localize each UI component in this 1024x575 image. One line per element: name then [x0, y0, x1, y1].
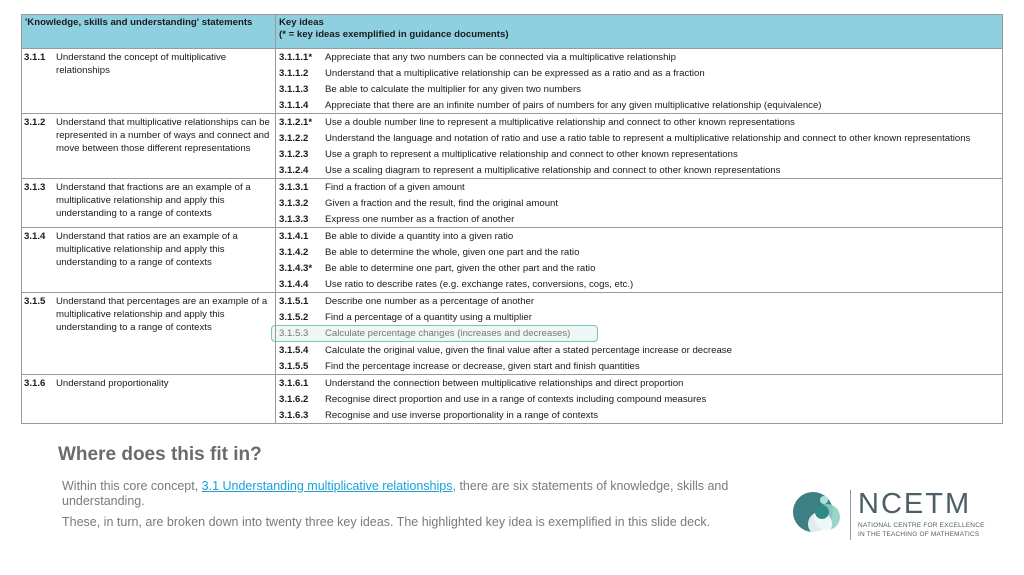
key-idea	[276, 276, 1002, 292]
key-idea-number: 3.1.5.1	[279, 295, 309, 307]
statement-text: Understand that ratios are an example of a multiplicative relationship and apply this understanding to a range of contexts	[56, 231, 238, 268]
key-idea-number: 3.1.2.4	[279, 164, 309, 176]
statement-text: Understand that fractions are an example of a multiplicative relationship and apply this understanding to a range of contexts	[56, 182, 251, 219]
key-ideas-cell	[276, 375, 1003, 424]
key-idea	[276, 211, 1002, 227]
key-idea-text: Given a fraction and the result, find the original amount	[325, 197, 559, 209]
statement-number: 3.1.2	[24, 117, 46, 128]
key-idea	[276, 97, 1002, 113]
statement	[22, 114, 275, 155]
ncetm-logo	[790, 488, 990, 544]
header-key-ideas-title: Key ideas	[279, 17, 324, 28]
key-idea	[276, 375, 1002, 391]
key-idea-number: 3.1.3.3	[279, 213, 309, 225]
table-row	[22, 375, 1003, 424]
table-header-row	[22, 15, 1003, 49]
key-idea-text: Understand the connection between multiplicative relationships and direct proportion	[325, 377, 684, 389]
key-idea-text: Be able to determine one part, given the other part and the ratio	[325, 262, 596, 274]
key-idea-number: 3.1.3.1	[279, 181, 309, 193]
table-row	[22, 228, 1003, 293]
statement-cell	[22, 375, 276, 424]
key-idea	[276, 114, 1002, 130]
header-statements	[22, 15, 276, 49]
key-idea	[276, 342, 1002, 358]
key-idea-number: 3.1.6.3	[279, 409, 309, 421]
concept-link[interactable]: 3.1 Understanding multiplicative relationships	[201, 479, 453, 493]
statement-number: 3.1.3	[24, 182, 46, 193]
key-idea-text: Describe one number as a percentage of another	[325, 295, 535, 307]
logo-tagline-1: NATIONAL CENTRE FOR EXCELLENCE	[858, 522, 985, 529]
statement	[22, 179, 275, 220]
intro-text-before: Within this core concept,	[62, 479, 202, 493]
key-idea-number: 3.1.4.4	[279, 278, 309, 290]
key-idea-text: Find a percentage of a quantity using a multiplier	[325, 311, 532, 323]
key-idea	[276, 391, 1002, 407]
key-idea	[276, 228, 1002, 244]
key-idea-number: 3.1.3.2	[279, 197, 309, 209]
ncetm-logo-mark-icon	[790, 488, 848, 544]
key-idea	[276, 65, 1002, 81]
key-idea-text: Use a scaling diagram to represent a multiplicative relationship and connect to other known representations	[325, 164, 781, 176]
key-idea-number: 3.1.5.4	[279, 344, 309, 356]
logo-brand: NCETM	[858, 488, 972, 520]
key-ideas-cell	[276, 228, 1003, 293]
key-idea-text: Understand that a multiplicative relationship can be expressed as a ratio and as a fraction	[325, 67, 705, 79]
key-idea	[276, 195, 1002, 211]
key-idea-text: Be able to divide a quantity into a given ratio	[325, 230, 514, 242]
statement	[22, 228, 275, 269]
key-ideas-cell	[276, 179, 1003, 228]
table-row	[22, 49, 1003, 114]
key-idea-number: 3.1.5.5	[279, 360, 309, 372]
table-row	[22, 114, 1003, 179]
header-statements-label: 'Knowledge, skills and understanding' statements	[25, 17, 253, 28]
key-idea-number: 3.1.5.3	[279, 328, 309, 339]
key-idea-text: Use a double number line to represent a multiplicative relationship and connect to other known representations	[325, 116, 795, 128]
key-idea-text: Calculate percentage changes (increases and decreases)	[325, 328, 571, 339]
statement	[22, 293, 275, 334]
statement-cell	[22, 49, 276, 114]
key-idea	[276, 162, 1002, 178]
statement-cell	[22, 114, 276, 179]
statement-text: Understand the concept of multiplicative relationships	[56, 52, 227, 76]
key-idea-number: 3.1.2.3	[279, 148, 309, 160]
key-idea-text: Appreciate that any two numbers can be connected via a multiplicative relationship	[325, 51, 676, 63]
key-ideas-cell	[276, 49, 1003, 114]
key-idea-number: 3.1.1.3	[279, 83, 309, 95]
key-idea-number: 3.1.4.3*	[279, 262, 313, 274]
key-idea-text: Calculate the original value, given the final value after a stated percentage increase or decrease	[325, 344, 732, 356]
key-idea-number: 3.1.1.2	[279, 67, 309, 79]
key-idea-text: Use ratio to describe rates (e.g. exchange rates, conversions, cogs, etc.)	[325, 278, 634, 290]
statement-cell	[22, 179, 276, 228]
header-key-ideas	[276, 15, 1003, 49]
section-heading: Where does this fit in?	[58, 444, 262, 465]
key-idea-text: Use a graph to represent a multiplicative relationship and connect to other known representations	[325, 148, 738, 160]
key-idea	[276, 130, 1002, 146]
key-idea-text: Express one number as a fraction of another	[325, 213, 515, 225]
key-ideas-cell	[276, 114, 1003, 179]
intro-text-after: , there are six statements of knowledge, skills and understanding.	[62, 479, 729, 508]
table-row	[22, 293, 1003, 375]
statement-text: Understand that percentages are an example of a multiplicative relationship and apply this understanding to a range of contexts	[56, 296, 268, 333]
key-idea	[276, 244, 1002, 260]
statement-number: 3.1.4	[24, 231, 46, 242]
key-idea-text: Be able to determine the whole, given one part and the ratio	[325, 246, 580, 258]
key-idea	[276, 49, 1002, 65]
key-idea-highlighted	[271, 325, 598, 342]
statement-number: 3.1.6	[24, 378, 46, 389]
key-idea	[276, 260, 1002, 276]
statement-text: Understand that multiplicative relationships can be represented in a number of ways and connect and move between those different representations	[56, 117, 270, 154]
statement	[22, 49, 275, 77]
detail-paragraph: These, in turn, are broken down into twenty three key ideas. The highlighted key idea is exemplified in this slide deck.	[62, 515, 711, 529]
key-idea-number: 3.1.1.4	[279, 99, 309, 111]
key-idea	[276, 309, 1002, 325]
key-idea-text: Find a fraction of a given amount	[325, 181, 465, 193]
statement-cell	[22, 293, 276, 375]
key-idea-number: 3.1.2.1*	[279, 116, 313, 128]
key-idea-number: 3.1.1.1*	[279, 51, 313, 63]
key-ideas-cell	[276, 293, 1003, 375]
key-idea-text: Recognise and use inverse proportionality in a range of contexts	[325, 409, 599, 421]
key-idea-number: 3.1.4.1	[279, 230, 309, 242]
key-idea	[276, 179, 1002, 195]
key-ideas-table	[21, 14, 1003, 424]
key-idea-text: Be able to calculate the multiplier for any given two numbers	[325, 83, 581, 95]
table-body	[22, 49, 1003, 424]
key-idea	[276, 81, 1002, 97]
header-key-ideas-note: (* = key ideas exemplified in guidance documents)	[279, 29, 509, 40]
key-idea-text: Appreciate that there are an infinite number of pairs of numbers for any given multiplicative relationship (equivalence)	[325, 99, 822, 111]
statement-text: Understand proportionality	[56, 378, 169, 389]
table-row	[22, 179, 1003, 228]
logo-divider	[850, 490, 851, 540]
key-idea	[276, 293, 1002, 309]
key-idea-number: 3.1.5.2	[279, 311, 309, 323]
key-idea-number: 3.1.6.2	[279, 393, 309, 405]
key-idea	[276, 407, 1002, 423]
key-idea	[276, 358, 1002, 374]
statement	[22, 375, 275, 390]
key-idea-text: Understand the language and notation of ratio and use a ratio table to represent a multiplicative relationship and connect to other known representations	[325, 132, 971, 144]
key-idea-number: 3.1.6.1	[279, 377, 309, 389]
statement-number: 3.1.1	[24, 52, 46, 63]
key-idea-text: Find the percentage increase or decrease, given start and finish quantities	[325, 360, 640, 372]
key-idea-number: 3.1.2.2	[279, 132, 309, 144]
key-idea-text: Recognise direct proportion and use in a range of contexts including compound measures	[325, 393, 707, 405]
key-idea-number: 3.1.4.2	[279, 246, 309, 258]
intro-paragraph	[62, 479, 752, 509]
statement-cell	[22, 228, 276, 293]
logo-tagline-2: IN THE TEACHING OF MATHEMATICS	[858, 531, 980, 538]
statement-number: 3.1.5	[24, 296, 46, 307]
key-idea	[276, 146, 1002, 162]
